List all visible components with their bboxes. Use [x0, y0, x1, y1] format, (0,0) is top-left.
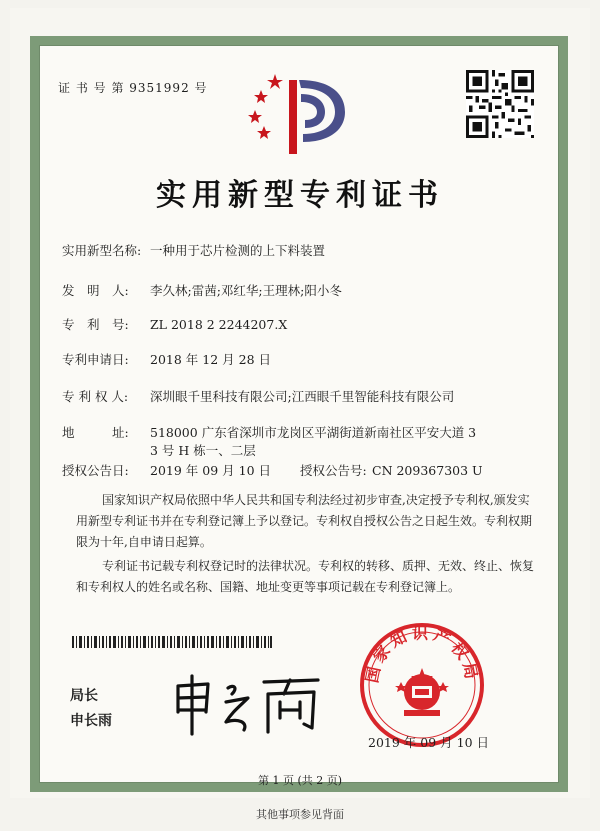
- certificate-number: 证 书 号 第 9351992 号: [58, 81, 208, 95]
- seal-date: 2019 年 09 月 10 日: [368, 735, 489, 750]
- field-label: 专 利 号:: [62, 317, 129, 332]
- director-name: 申长雨: [70, 713, 112, 729]
- page-number: 第 1 页 (共 2 页): [257, 774, 343, 787]
- legal-status-statement: 专利证书记载专利权登记时的法律状况。专利权的转移、质押、无效、终止、恢复和专利权人的姓名或名称、国籍、地址变更等事项记载在专利登记簿上。: [76, 559, 535, 594]
- field-value-line2: 3 号 H 栋一、二层: [150, 443, 256, 458]
- footer-note: 其他事项参见背面: [256, 808, 344, 821]
- announce-date-label: 授权公告日:: [62, 463, 129, 478]
- document-title: 实用新型专利证书: [156, 178, 444, 213]
- field-value: 李久林;雷茜;邓红华;王理林;阳小冬: [150, 283, 342, 298]
- field-value: 深圳眼千里科技有限公司;江西眼千里智能科技有限公司: [150, 389, 455, 404]
- grant-statement: 国家知识产权局依照中华人民共和国专利法经过初步审查,决定授予专利权,颁发实用新型专利证书并在专利登记簿上予以登记。专利权自授权公告之日起生效。专利权期限为十年,自申请日起算。: [76, 493, 533, 549]
- barcode-icon: [72, 636, 272, 648]
- field-label: 专利申请日:: [62, 352, 129, 367]
- qr-code-icon: [466, 70, 534, 138]
- field-value: 2018 年 12 月 28 日: [150, 352, 271, 367]
- field-value: 518000 广东省深圳市龙岗区平湖街道新南社区平安大道 3: [150, 425, 477, 440]
- director-title: 局长: [70, 688, 98, 704]
- seal-text: 国家知识产权局: [362, 623, 482, 685]
- official-seal-icon: [357, 620, 487, 750]
- announce-date-value: 2019 年 09 月 10 日: [150, 463, 271, 478]
- field-label: 地 址:: [62, 425, 129, 440]
- field-label: 发 明 人:: [62, 283, 129, 298]
- announce-number-label: 授权公告号:: [300, 463, 367, 478]
- field-label: 实用新型名称:: [62, 243, 142, 258]
- field-value: ZL 2018 2 2244207.X: [150, 317, 288, 332]
- signature-icon: [168, 672, 328, 738]
- field-value: 一种用于芯片检测的上下料装置: [150, 243, 326, 258]
- announce-number-value: CN 209367303 U: [372, 463, 483, 478]
- cnipa-logo-icon: [245, 68, 355, 158]
- field-label: 专 利 权 人:: [62, 389, 129, 404]
